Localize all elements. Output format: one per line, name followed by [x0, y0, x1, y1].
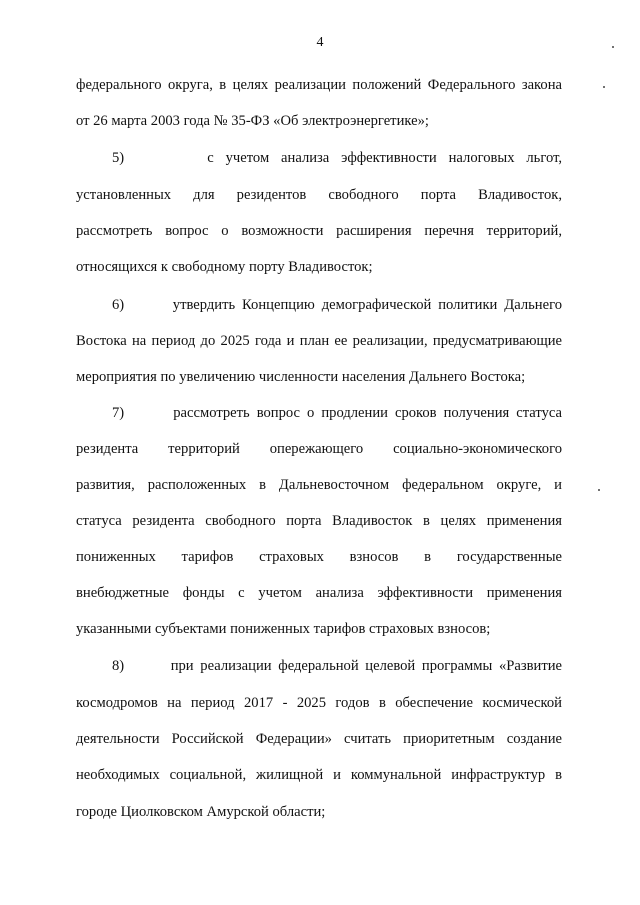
text-line: деятельности Российской Федерации» считать приоритетным создание — [76, 731, 562, 747]
text-line: федерального округа, в целях реализации положений Федерального закона — [76, 77, 562, 93]
text-line: относящихся к свободному порту Владивосток; — [76, 259, 373, 275]
list-item-6-first-line: 6) утвердить Концепцию демографической политики Дальнего — [112, 297, 562, 313]
text-line: развития, расположенных в Дальневосточном федеральном округе, и — [76, 477, 562, 493]
text-line: резидента территорий опережающего социально-экономического — [76, 441, 562, 457]
text-line: от 26 марта 2003 года № 35-ФЗ «Об электроэнергетике»; — [76, 113, 429, 129]
text-line: установленных для резидентов свободного порта Владивосток, — [76, 187, 562, 203]
page-number: 4 — [316, 35, 324, 50]
scan-speck — [603, 86, 605, 88]
text-line: Востока на период до 2025 года и план ее реализации, предусматривающие — [76, 333, 562, 349]
scan-speck — [598, 489, 600, 491]
text-line: пониженных тарифов страховых взносов в государственные — [76, 549, 562, 565]
list-item-8-first-line: 8) при реализации федеральной целевой программы «Развитие — [112, 658, 562, 674]
list-item-5-first-line: 5) с учетом анализа эффективности налоговых льгот, — [112, 150, 562, 166]
text-line: рассмотреть вопрос о возможности расширения перечня территорий, — [76, 223, 562, 239]
text-line: указанными субъектами пониженных тарифов страховых взносов; — [76, 621, 491, 637]
scan-speck — [612, 46, 614, 48]
text-line: городе Циолковском Амурской области; — [76, 804, 326, 820]
list-item-7-first-line: 7) рассмотреть вопрос о продлении сроков получения статуса — [112, 405, 562, 421]
text-line: космодромов на период 2017 - 2025 годов в обеспечение космической — [76, 695, 562, 711]
text-line: статуса резидента свободного порта Владивосток в целях применения — [76, 513, 562, 529]
text-line: внебюджетные фонды с учетом анализа эффективности применения — [76, 585, 562, 601]
text-line: необходимых социальной, жилищной и коммунальной инфраструктур в — [76, 767, 562, 783]
text-line: мероприятия по увеличению численности населения Дальнего Востока; — [76, 369, 526, 385]
